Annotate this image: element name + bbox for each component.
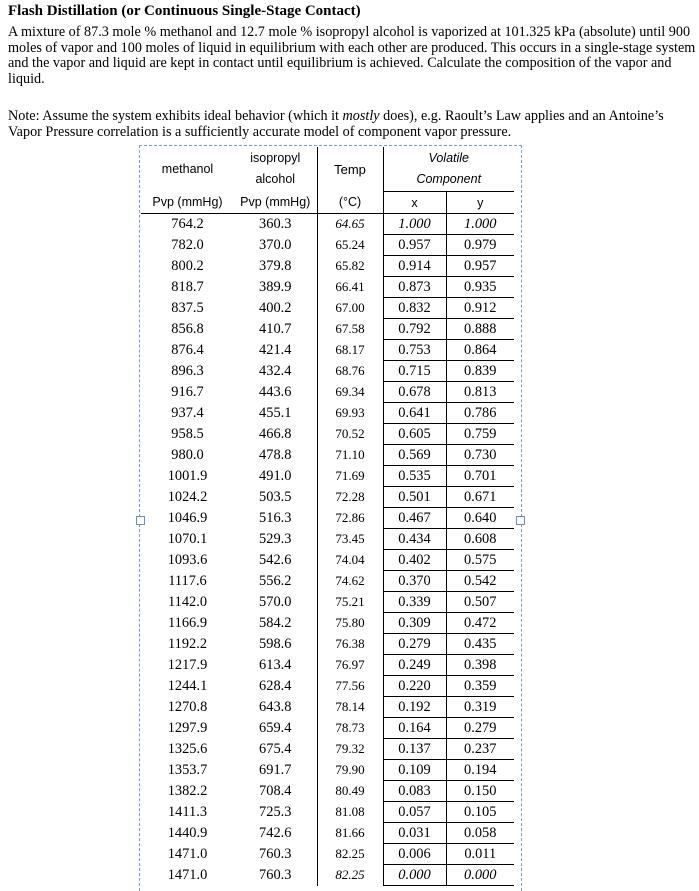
cell-methanol-pvp: 1353.7 — [167, 761, 208, 778]
cell-methanol-pvp: 916.7 — [171, 383, 204, 400]
cell-temp: 78.14 — [317, 697, 383, 718]
cell-temp: 66.41 — [317, 277, 383, 298]
cell-isopropyl-pvp: 725.3 — [259, 803, 292, 820]
cell-methanol-pvp: 1270.8 — [167, 698, 208, 715]
cell-isopropyl-pvp: 691.7 — [259, 761, 292, 778]
cell-methanol-pvp: 800.2 — [171, 257, 204, 274]
table-row — [141, 718, 514, 739]
table-row — [141, 340, 514, 361]
cell-y: 0.608 — [446, 529, 514, 550]
cell-y: 0.888 — [446, 319, 514, 340]
cell-y: 0.864 — [446, 340, 514, 361]
cell-temp: 74.04 — [317, 550, 383, 571]
cell-y: 0.935 — [446, 277, 514, 298]
table-row — [141, 529, 514, 550]
cell-methanol-pvp: 1325.6 — [167, 740, 208, 757]
cell-y: 0.398 — [446, 655, 514, 676]
cell-x: 0.006 — [383, 844, 446, 865]
cell-methanol-pvp: 937.4 — [171, 404, 204, 421]
cell-x: 0.957 — [383, 235, 446, 256]
cell-methanol-pvp: 818.7 — [171, 278, 204, 295]
cell-x: 0.535 — [383, 466, 446, 487]
cell-y: 0.786 — [446, 403, 514, 424]
cell-isopropyl-pvp: 570.0 — [259, 593, 292, 610]
table-row — [141, 403, 514, 424]
cell-y: 1.000 — [446, 214, 514, 235]
cell-methanol-pvp: 1046.9 — [167, 509, 208, 526]
cell-y: 0.000 — [446, 865, 514, 886]
cell-isopropyl-pvp: 466.8 — [259, 425, 292, 442]
cell-y: 0.701 — [446, 466, 514, 487]
table-row — [141, 760, 514, 781]
cell-x: 0.192 — [383, 697, 446, 718]
cell-temp: 65.24 — [317, 235, 383, 256]
cell-isopropyl-pvp: 643.8 — [259, 698, 292, 715]
table-row — [141, 487, 514, 508]
cell-y: 0.507 — [446, 592, 514, 613]
table-row — [141, 802, 514, 823]
cell-temp: 76.97 — [317, 655, 383, 676]
subheader-y: y — [446, 192, 514, 214]
cell-temp: 76.38 — [317, 634, 383, 655]
cell-methanol-pvp: 1001.9 — [167, 467, 208, 484]
cell-isopropyl-pvp: 628.4 — [259, 677, 292, 694]
cell-temp: 75.80 — [317, 613, 383, 634]
cell-y: 0.237 — [446, 739, 514, 760]
cell-x: 0.501 — [383, 487, 446, 508]
cell-methanol-pvp: 1382.2 — [167, 782, 208, 799]
cell-methanol-pvp: 1024.2 — [167, 488, 208, 505]
cell-isopropyl-pvp: 503.5 — [259, 488, 292, 505]
cell-isopropyl-pvp: 400.2 — [259, 299, 292, 316]
cell-temp: 67.00 — [317, 298, 383, 319]
header-isopropyl: isopropyl alcohol — [250, 151, 301, 187]
cell-temp: 81.66 — [317, 823, 383, 844]
cell-isopropyl-pvp: 529.3 — [259, 530, 292, 547]
cell-methanol-pvp: 1471.0 — [167, 866, 208, 883]
table-row — [141, 676, 514, 697]
table-row — [141, 256, 514, 277]
note-text-before: Note: Assume the system exhibits ideal behavior (which it — [8, 108, 343, 124]
cell-isopropyl-pvp: 516.3 — [259, 509, 292, 526]
cell-temp: 82.25 — [317, 865, 383, 886]
cell-x: 0.031 — [383, 823, 446, 844]
header-methanol: methanol — [161, 161, 214, 176]
cell-temp: 64.65 — [317, 214, 383, 235]
note-paragraph — [8, 109, 698, 140]
cell-x: 0.164 — [383, 718, 446, 739]
cell-y: 0.105 — [446, 802, 514, 823]
cell-x: 0.678 — [383, 382, 446, 403]
cell-y: 0.979 — [446, 235, 514, 256]
cell-isopropyl-pvp: 556.2 — [259, 572, 292, 589]
cell-y: 0.279 — [446, 718, 514, 739]
cell-x: 0.402 — [383, 550, 446, 571]
cell-y: 0.671 — [446, 487, 514, 508]
table-header-row — [141, 147, 514, 192]
cell-methanol-pvp: 856.8 — [171, 320, 204, 337]
table-row — [141, 361, 514, 382]
cell-temp: 71.69 — [317, 466, 383, 487]
cell-temp: 74.62 — [317, 571, 383, 592]
cell-y: 0.472 — [446, 613, 514, 634]
cell-methanol-pvp: 1070.1 — [167, 530, 208, 547]
cell-isopropyl-pvp: 742.6 — [259, 824, 292, 841]
cell-x: 0.605 — [383, 424, 446, 445]
cell-temp: 72.86 — [317, 508, 383, 529]
cell-isopropyl-pvp: 598.6 — [259, 635, 292, 652]
cell-x: 0.792 — [383, 319, 446, 340]
cell-x: 0.249 — [383, 655, 446, 676]
cell-methanol-pvp: 1411.3 — [167, 803, 208, 820]
cell-methanol-pvp: 1244.1 — [167, 677, 208, 694]
cell-methanol-pvp: 980.0 — [171, 446, 204, 463]
table-row — [141, 277, 514, 298]
cell-x: 0.467 — [383, 508, 446, 529]
table-row — [141, 655, 514, 676]
table-subheader-row — [141, 192, 514, 214]
cell-isopropyl-pvp: 389.9 — [259, 278, 292, 295]
cell-isopropyl-pvp: 542.6 — [259, 551, 292, 568]
cell-y: 0.150 — [446, 781, 514, 802]
cell-isopropyl-pvp: 478.8 — [259, 446, 292, 463]
cell-x: 0.753 — [383, 340, 446, 361]
cell-y: 0.759 — [446, 424, 514, 445]
table-row — [141, 382, 514, 403]
cell-x: 0.083 — [383, 781, 446, 802]
cell-x: 0.434 — [383, 529, 446, 550]
cell-methanol-pvp: 764.2 — [171, 215, 204, 232]
cell-y: 0.435 — [446, 634, 514, 655]
cell-temp: 68.76 — [317, 361, 383, 382]
cell-methanol-pvp: 782.0 — [171, 236, 204, 253]
cell-temp: 73.45 — [317, 529, 383, 550]
cell-temp: 79.32 — [317, 739, 383, 760]
cell-isopropyl-pvp: 675.4 — [259, 740, 292, 757]
table-row — [141, 214, 514, 235]
vle-data-table — [141, 147, 514, 886]
table-row — [141, 592, 514, 613]
cell-y: 0.575 — [446, 550, 514, 571]
cell-isopropyl-pvp: 379.8 — [259, 257, 292, 274]
cell-x: 0.279 — [383, 634, 446, 655]
cell-isopropyl-pvp: 760.3 — [259, 866, 292, 883]
cell-methanol-pvp: 1217.9 — [167, 656, 208, 673]
subheader-x: x — [383, 192, 446, 214]
cell-y: 0.912 — [446, 298, 514, 319]
cell-isopropyl-pvp: 421.4 — [259, 341, 292, 358]
cell-temp: 81.08 — [317, 802, 383, 823]
cell-methanol-pvp: 837.5 — [171, 299, 204, 316]
table-row — [141, 781, 514, 802]
cell-x: 1.000 — [383, 214, 446, 235]
cell-x: 0.000 — [383, 865, 446, 886]
cell-y: 0.194 — [446, 760, 514, 781]
subheader-temp-unit: (°C) — [317, 192, 383, 214]
cell-x: 0.137 — [383, 739, 446, 760]
cell-isopropyl-pvp: 455.1 — [259, 404, 292, 421]
table-row — [141, 319, 514, 340]
cell-isopropyl-pvp: 613.4 — [259, 656, 292, 673]
cell-temp: 75.21 — [317, 592, 383, 613]
cell-x: 0.109 — [383, 760, 446, 781]
cell-x: 0.057 — [383, 802, 446, 823]
cell-temp: 65.82 — [317, 256, 383, 277]
header-temp: Temp — [317, 147, 383, 192]
cell-isopropyl-pvp: 491.0 — [259, 467, 292, 484]
cell-methanol-pvp: 1166.9 — [167, 614, 208, 631]
resize-handle-right-icon[interactable] — [516, 516, 525, 525]
cell-temp: 67.58 — [317, 319, 383, 340]
cell-x: 0.569 — [383, 445, 446, 466]
note-text-after: does), e.g. Raoult’s Law applies and an Antoine’s Vapor Pressure correlation is a sufficiently accurate model of component vapor pressure. — [8, 108, 664, 140]
table-row — [141, 844, 514, 865]
cell-y: 0.011 — [446, 844, 514, 865]
table-row — [141, 739, 514, 760]
document-title: Flash Distillation (or Continuous Single-Stage Contact) — [8, 3, 361, 19]
table-row — [141, 697, 514, 718]
cell-isopropyl-pvp: 708.4 — [259, 782, 292, 799]
table-row — [141, 235, 514, 256]
cell-methanol-pvp: 1117.6 — [168, 572, 207, 589]
cell-temp: 71.10 — [317, 445, 383, 466]
cell-methanol-pvp: 958.5 — [171, 425, 204, 442]
cell-isopropyl-pvp: 410.7 — [259, 320, 292, 337]
cell-temp: 68.17 — [317, 340, 383, 361]
cell-temp: 79.90 — [317, 760, 383, 781]
table-row — [141, 634, 514, 655]
cell-temp: 70.52 — [317, 424, 383, 445]
cell-x: 0.220 — [383, 676, 446, 697]
table-row — [141, 298, 514, 319]
cell-temp: 69.34 — [317, 382, 383, 403]
cell-x: 0.370 — [383, 571, 446, 592]
table-row — [141, 508, 514, 529]
cell-methanol-pvp: 1093.6 — [167, 551, 208, 568]
cell-temp: 78.73 — [317, 718, 383, 739]
cell-temp: 69.93 — [317, 403, 383, 424]
cell-y: 0.730 — [446, 445, 514, 466]
subheader-methanol-pvp: Pvp (mmHg) — [141, 192, 234, 214]
cell-temp: 80.49 — [317, 781, 383, 802]
problem-statement: A mixture of 87.3 mole % methanol and 12.7 mole % isopropyl alcohol is vaporized at 101.325 kPa (absolute) until 900 moles of vapor and 100 moles of liquid in equilibrium with each other are produced. This occurs in a single-stage system and the vapor and liquid are kept in contact until equilibrium is achieved. Calculate the composition of the vapor and liquid. — [8, 24, 696, 87]
cell-isopropyl-pvp: 370.0 — [259, 236, 292, 253]
cell-methanol-pvp: 1297.9 — [167, 719, 208, 736]
cell-methanol-pvp: 1192.2 — [167, 635, 208, 652]
table-body — [141, 214, 514, 886]
cell-y: 0.957 — [446, 256, 514, 277]
cell-temp: 82.25 — [317, 844, 383, 865]
table-row — [141, 571, 514, 592]
subheader-isopropyl-pvp: Pvp (mmHg) — [234, 192, 317, 214]
cell-isopropyl-pvp: 760.3 — [259, 845, 292, 862]
cell-x: 0.873 — [383, 277, 446, 298]
cell-y: 0.542 — [446, 571, 514, 592]
cell-y: 0.058 — [446, 823, 514, 844]
cell-x: 0.715 — [383, 361, 446, 382]
cell-y: 0.319 — [446, 697, 514, 718]
note-emphasis: mostly — [342, 108, 380, 124]
cell-temp: 77.56 — [317, 676, 383, 697]
table-row — [141, 865, 514, 886]
cell-methanol-pvp: 1142.0 — [167, 593, 208, 610]
cell-y: 0.640 — [446, 508, 514, 529]
cell-methanol-pvp: 1471.0 — [167, 845, 208, 862]
table-row — [141, 424, 514, 445]
cell-x: 0.914 — [383, 256, 446, 277]
cell-x: 0.641 — [383, 403, 446, 424]
cell-y: 0.359 — [446, 676, 514, 697]
cell-temp: 72.28 — [317, 487, 383, 508]
table-row — [141, 445, 514, 466]
table-row — [141, 613, 514, 634]
header-volatile: Volatile Component — [416, 151, 482, 186]
table-row — [141, 466, 514, 487]
cell-methanol-pvp: 896.3 — [171, 362, 204, 379]
cell-isopropyl-pvp: 443.6 — [259, 383, 292, 400]
cell-methanol-pvp: 876.4 — [171, 341, 204, 358]
cell-isopropyl-pvp: 432.4 — [259, 362, 292, 379]
cell-y: 0.839 — [446, 361, 514, 382]
cell-x: 0.339 — [383, 592, 446, 613]
table-row — [141, 823, 514, 844]
cell-x: 0.309 — [383, 613, 446, 634]
cell-isopropyl-pvp: 584.2 — [259, 614, 292, 631]
cell-isopropyl-pvp: 659.4 — [259, 719, 292, 736]
cell-isopropyl-pvp: 360.3 — [259, 215, 292, 232]
cell-x: 0.832 — [383, 298, 446, 319]
cell-methanol-pvp: 1440.9 — [167, 824, 208, 841]
table-row — [141, 550, 514, 571]
cell-y: 0.813 — [446, 382, 514, 403]
